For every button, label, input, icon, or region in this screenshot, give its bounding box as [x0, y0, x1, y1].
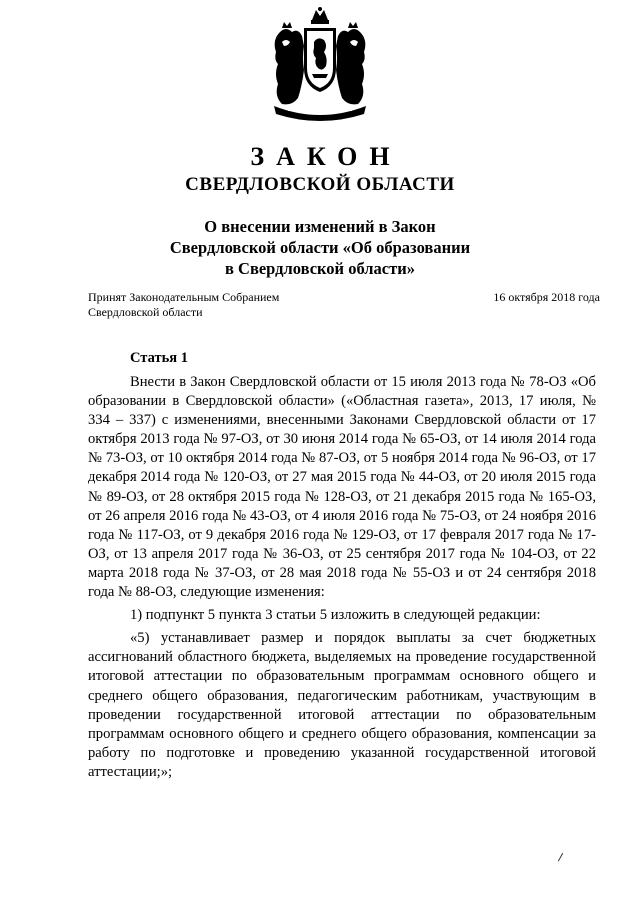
law-title-line: Свердловской области «Об образовании	[169, 238, 471, 257]
coat-of-arms-icon	[268, 6, 372, 122]
region-heading: СВЕРДЛОВСКОЙ ОБЛАСТИ	[185, 174, 455, 195]
article-heading: Статья 1	[130, 350, 188, 366]
law-title	[0, 216, 640, 279]
amendment-quote: «5) устанавливает размер и порядок выплаты за счет бюджетных ассигнований областного бюджета, выделяемых на проведение государственной итоговой аттестации по образовательным программам основного общего и среднего общего образования, педагогическим работникам, участвующим в проведении государственной итоговой аттестации по образовательным программам основного общего и среднего общего образования, компенсации за работу по подготовке и проведению указанной государственной итоговой аттестации;»;	[88, 630, 596, 780]
law-title-line: в Свердловской области»	[225, 259, 415, 278]
amendment-item: 1) подпункт 5 пункта 3 статьи 5 изложить в следующей редакции:	[130, 607, 541, 624]
article-body	[88, 373, 596, 782]
adoption-line: Свердловской области	[88, 305, 203, 319]
pen-mark-icon	[555, 851, 568, 864]
adoption-line: Принят Законодательным Собранием	[88, 290, 280, 304]
law-title-line: О внесении изменений в Закон	[204, 217, 436, 236]
law-heading: ЗАКОН	[250, 142, 402, 171]
adoption-date: 16 октября 2018 года	[493, 290, 600, 304]
adoption-info	[88, 290, 348, 320]
article-intro-paragraph: Внести в Закон Свердловской области от 15 июля 2013 года № 78-ОЗ «Об образовании в Свердловской области» («Областная газета», 2013, 17 июля, № 334 – 337) с изменениями, внесенными Законами Свердловской области от 17 октября 2013 года № 97-ОЗ, от 30 июня 2014 года № 65-ОЗ, от 14 июля 2014 года № 73-ОЗ, от 10 октября 2014 года № 87-ОЗ, от 5 ноября 2014 года № 96-ОЗ, от 17 декабря 2014 года № 120-ОЗ, от 27 мая 2015 года № 44-ОЗ, от 20 июля 2015 года № 89-ОЗ, от 28 октября 2015 года № 128-ОЗ, от 21 декабря 2015 года № 165-ОЗ, от 26 апреля 2016 года № 43-ОЗ, от 4 июля 2016 года № 75-ОЗ, от 24 ноября 2016 года № 117-ОЗ, от 9 декабря 2016 года № 129-ОЗ, от 17 февраля 2017 года № 17-ОЗ, от 13 апреля 2017 года № 36-ОЗ, от 25 сентября 2017 года № 104-ОЗ, от 22 марта 2018 года № 37-ОЗ, от 28 мая 2018 года № 55-ОЗ и от 24 сентября 2018 года № 88-ОЗ, следующие изменения:	[88, 374, 596, 601]
